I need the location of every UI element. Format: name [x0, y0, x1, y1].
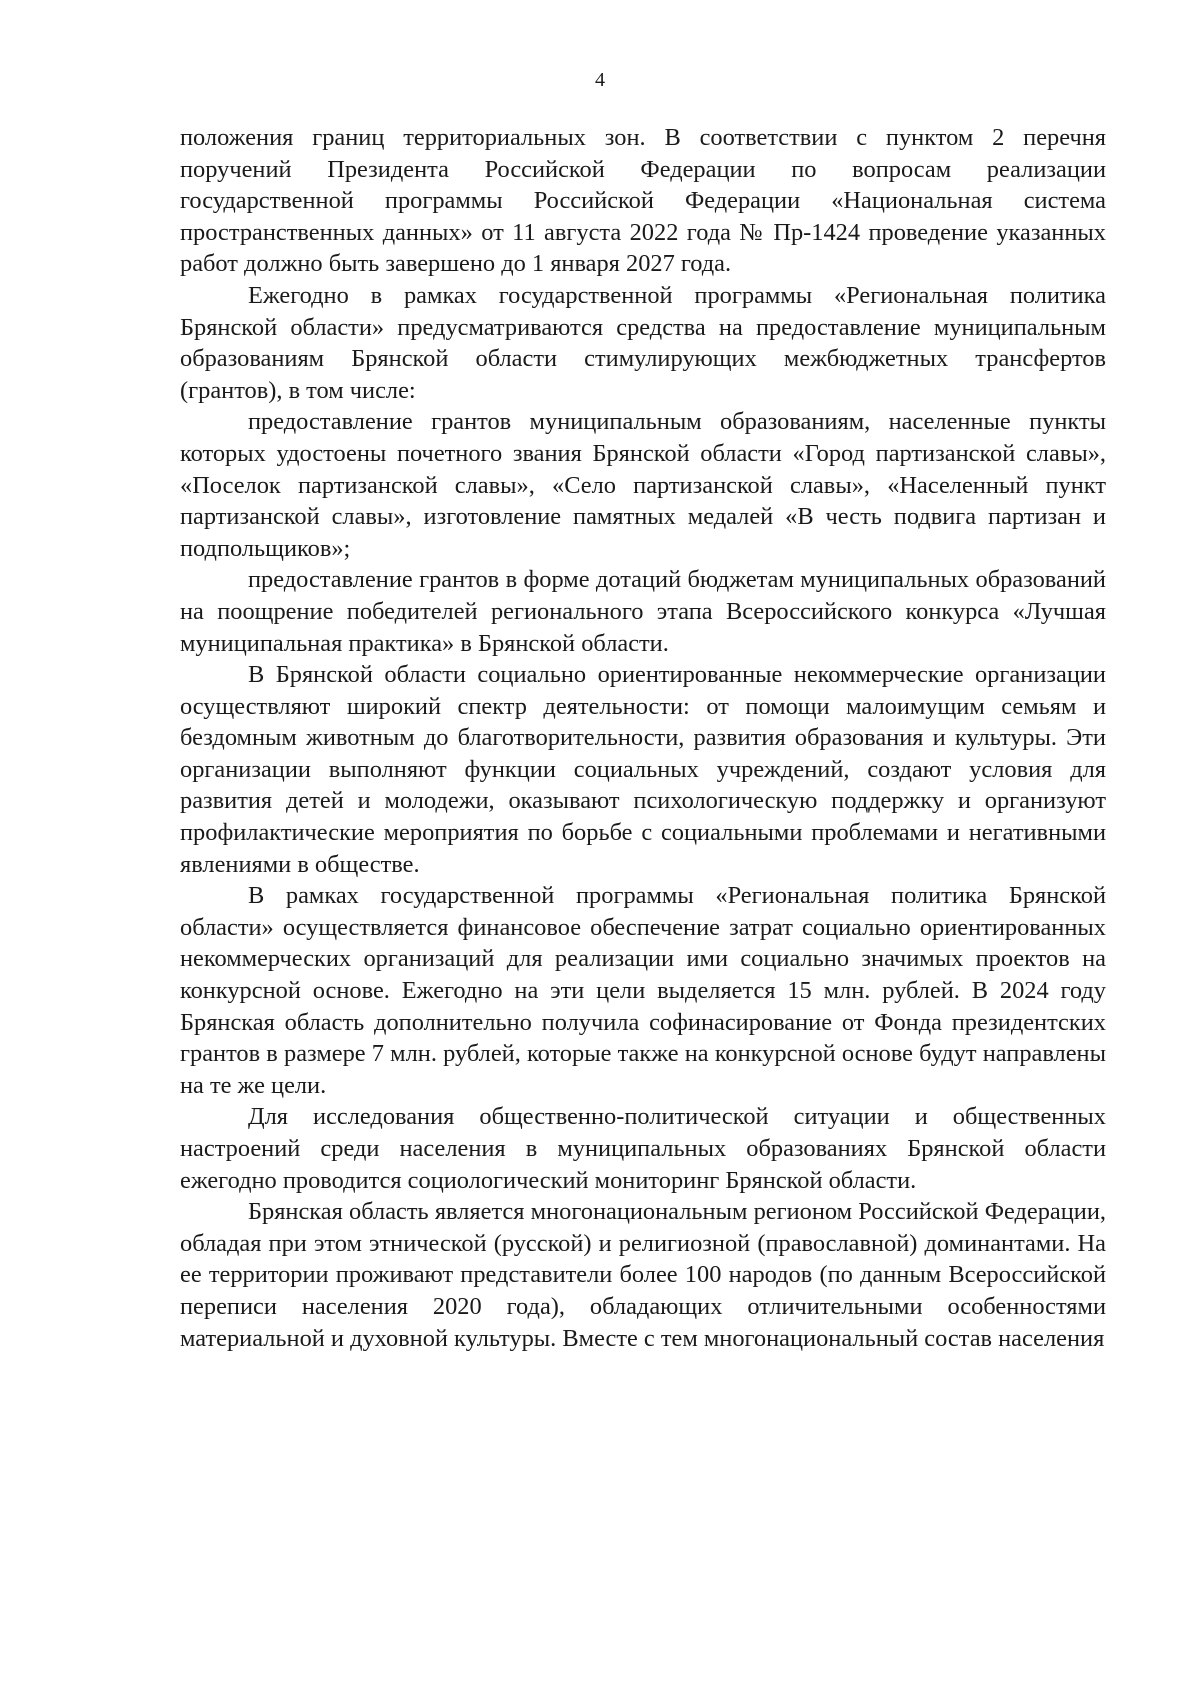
page-number: 4 — [595, 69, 605, 91]
paragraph-multinational-region: Брянская область является многонациональным регионом Российской Федерации, обладая при этом этнической (русской) и религиозной (православной) доминантами. На ее территории проживают представители более 100 народов (по данным Всероссийской переписи населения 2020 года), обладающих отличительными особенностями материальной и духовной культуры. Вместе с тем многонациональный состав населения — [180, 1198, 1106, 1352]
paragraph-partisan-glory-grants: предоставление грантов муниципальным образованиям, населенные пункты которых удостоены почетного звания Брянской области «Город партизанской славы», «Поселок партизанской славы», «Село партизанской славы», «Населенный пункт партизанской славы», изготовление памятных медалей «В честь подвига партизан и подпольщиков»; — [180, 408, 1106, 562]
paragraph-nonprofit-organizations: В Брянской области социально ориентированные некоммерческие организации осуществляют широкий спектр деятельности: от помощи малоимущим семьям и бездомным животным до благотворительности, развития образования и культуры. Эти организации выполняют функции социальных учреждений, создают условия для развития детей и молодежи, оказывают психологическую поддержку и организуют профилактические мероприятия по борьбе с социальными проблемами и негативными явлениями в обществе. — [180, 661, 1106, 878]
paragraph-sociological-monitoring: Для исследования общественно-политической ситуации и общественных настроений среди населения в муниципальных образованиях Брянской области ежегодно проводится социологический мониторинг Брянской области. — [180, 1103, 1106, 1194]
paragraph-best-municipal-practice: предоставление грантов в форме дотаций бюджетам муниципальных образований на поощрение победителей регионального этапа Всероссийского конкурса «Лучшая муниципальная практика» в Брянской области. — [180, 566, 1106, 657]
paragraph-continuation: положения границ территориальных зон. В соответствии с пунктом 2 перечня поручений Президента Российской Федерации по вопросам реализации государственной программы Российской Федерации «Национальная система пространственных данных» от 11 августа 2022 года № Пр-1424 проведение указанных работ должно быть завершено до 1 января 2027 года. — [180, 124, 1106, 278]
paragraph-regional-policy-grants: Ежегодно в рамках государственной программы «Региональная политика Брянской области» предусматриваются средства на предоставление муниципальным образованиям Брянской области стимулирующих межбюджетных трансфертов (грантов), в том числе: — [180, 281, 1106, 404]
document-body — [180, 122, 1106, 1354]
paragraph-nonprofit-funding: В рамках государственной программы «Региональная политика Брянской области» осуществляется финансовое обеспечение затрат социально ориентированных некоммерческих организаций для реализации ими социально значимых проектов на конкурсной основе. Ежегодно на эти цели выделяется 15 млн. рублей. В 2024 году Брянская область дополнительно получила софинасирование от Фонда президентских грантов в размере 7 млн. рублей, которые также на конкурсной основе будут направлены на те же цели. — [180, 882, 1106, 1099]
